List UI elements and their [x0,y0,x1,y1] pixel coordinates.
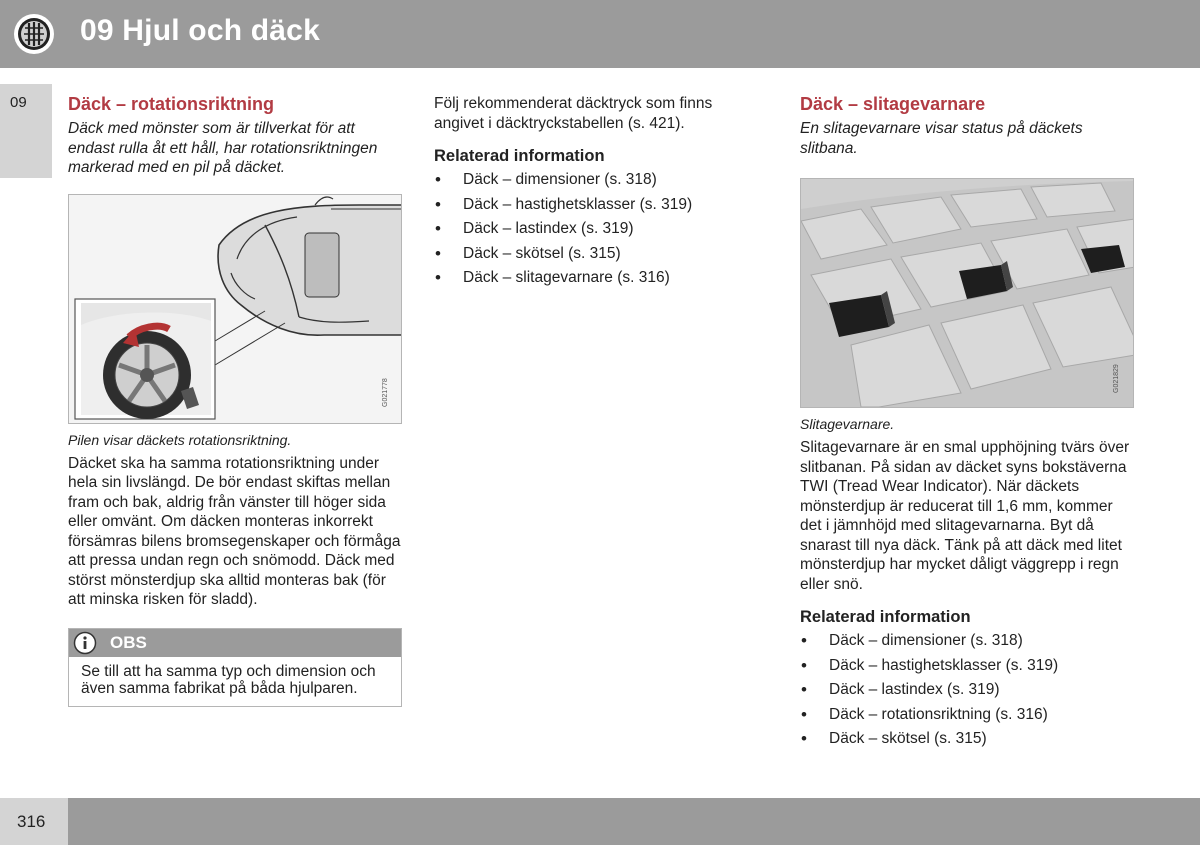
obs-text: Se till att ha samma typ och dimension och även samma fabrikat på båda hjulparen. [81,662,376,697]
pressure-text: Följ rekommenderat däcktryck som finns angivet i däcktryckstabellen (s. 421). [434,95,713,132]
page-number: 316 [17,812,46,831]
intro-text: Däck med mönster som är tillverkat för att endast rulla åt ett håll, har rotationsriktningen markerad med en pil på däcket. [68,120,378,176]
page-footer [0,798,1200,845]
body-text: Däcket ska ha samma rotationsriktning under hela sin livslängd. De bör endast skiftas mellan fram och bak, aldrig från vänster till höger sida eller omvänt. Om däcken monteras inkorrekt försämras bilens bromsegenskaper och förmåga att pressa undan regn och snömodd. Däck med störst mönsterdjup ska alltid monteras bak (för att minska risken för sladd). [68,454,401,608]
related-link[interactable]: • Däck – slitagevarnare (s. 316) [434,266,734,291]
page-title: 09 Hjul och däck [80,14,320,47]
section-heading-rotation: Däck – rotationsriktning [68,94,275,114]
related-heading: Relaterad information [800,608,971,626]
related-link[interactable]: • Däck – dimensioner (s. 318) [434,168,734,193]
chapter-number: 09 [10,94,27,111]
figure-caption: Slitagevarnare. [800,416,895,432]
related-link[interactable]: • Däck – dimensioner (s. 318) [800,629,1134,654]
related-link[interactable]: • Däck – hastighetsklasser (s. 319) [434,193,734,218]
column-rotation [68,94,402,707]
tire-icon [0,0,68,68]
column-middle [434,94,734,291]
rotation-figure [68,194,402,424]
related-link[interactable]: • Däck – lastindex (s. 319) [434,217,734,242]
related-heading: Relaterad information [434,147,605,165]
intro-text: En slitagevarnare visar status på däckets slitbana. [800,120,1083,157]
related-link[interactable]: • Däck – lastindex (s. 319) [800,678,1134,703]
body-text: Slitagevarnare är en smal upphöjning tvärs över slitbanan. På sidan av däcket syns bokstäverna TWI (Tread Wear Indicator). När däckets mönsterdjup är reducerat till 1,6 mm, kommer det i jämnhöjd med slitagevarnarna. Byt då snarast till nya däck. Tänk på att däck med litet mönsterdjup har mycket dåligt väggrepp i regn eller snö. [800,439,1130,593]
wear-indicator-figure [800,178,1134,408]
figure-caption: Pilen visar däckets rotationsriktning. [68,431,292,448]
tread-illustration [801,179,1134,407]
section-heading-wear: Däck – slitagevarnare [800,94,986,114]
related-link[interactable]: • Däck – skötsel (s. 315) [800,727,1134,752]
figure-code: G021778 [382,377,389,407]
obs-header [69,629,401,657]
column-wear [800,94,1134,752]
info-icon [73,631,97,655]
page-header [0,0,1200,68]
obs-note [68,628,402,707]
obs-label: OBS [110,632,147,652]
car-illustration [69,195,402,423]
related-link[interactable]: • Däck – skötsel (s. 315) [434,242,734,267]
related-list [434,168,734,291]
related-link[interactable]: • Däck – rotationsriktning (s. 316) [800,703,1134,728]
related-link[interactable]: • Däck – hastighetsklasser (s. 319) [800,654,1134,679]
figure-code: G021829 [1113,364,1120,393]
related-list [800,629,1134,752]
